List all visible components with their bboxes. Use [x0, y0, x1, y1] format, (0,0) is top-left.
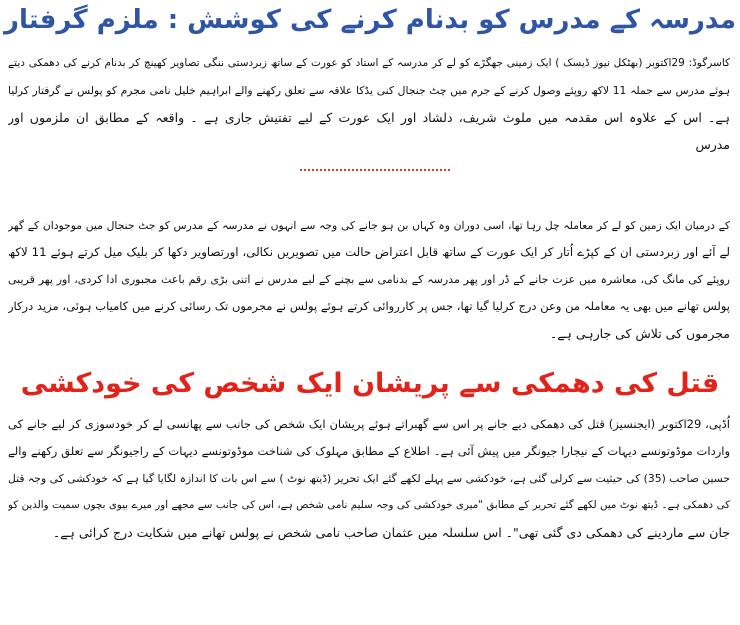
- article-2-body: [8, 212, 730, 347]
- article-3-line: واردات موڈوتونسے دیہات کے نیجارا جیونگر میں پیش آئی ہے۔ اطلاع کے مطابق مہلوک کی شناخت موڈوتونسے دیہات کے راجیونگر سے تعلق رکھنے والے: [8, 444, 730, 458]
- article-2-line: کے درمیان ایک زمین کو لے کر معاملہ چل رہا تھا، اسی دوران وہ کہاں بن ہو جانے کی وجہ سے انہوں نے مدرسہ کے مدرس کو جٹ جنجال میں موجودان کے گھر: [8, 219, 730, 232]
- article-1-line: کاسرگوڈ: 29اکتوبر (بھٹکل نیوز ڈیسک ) ایک زمینی جھگڑے کو لے کر مدرسہ کے استاد کو عورت کے ساتھ زبردستی ننگی تصاویر کھینچ کر بدنام کرنے کی دھمکی دیتے: [8, 57, 730, 69]
- article-3-line: اُڈپی، 29اکتوبر (ایجنسیز) قتل کی دھمکی دیے جانے پر اس سے گھبراتے ہوئے پریشان ایک شخص کی جانب سے پھانسی لے کر خودسوزی کر لیے جانے کی: [8, 417, 730, 431]
- article-3-line: جان سے ماردینے کی دھمکی دی گئی تھی"۔ اس سلسلہ میں عثمان صاحب نامی شخص نے پولس تھانے میں شکایت درج کرائی ہے۔: [52, 525, 730, 540]
- article-1-line: مدرس: [695, 137, 730, 152]
- article-2-line: مجرموں کی تلاش کی جارہی ہے۔: [549, 326, 730, 341]
- article-1-line: ہے۔ اس کے علاوہ اس مقدمہ میں ملوث شریف، دلشاد اور ایک عورت کے لیے تفتیش جاری ہے ۔ واقعہ کے مطابق ان ملزموں اور: [8, 110, 730, 125]
- article-1-body: [8, 50, 730, 158]
- article-3-body: [8, 411, 730, 546]
- article-3-line: حسین صاحب (35) کی حیثیت سے کرلی گئی ہے، خودکشی سے پہلے لکھے گئے ایک تحریر (ڈیتھ نوٹ ) سے اس بات کا اندازہ لگایا گیا ہے کہ خودکشی کی وجہ قتل: [8, 472, 730, 485]
- article-2-line: پولس تھانے میں بھی یہ معاملہ من وعن درج کرلیا گیا تھا، جس پر کارروائی کرتے ہوئے پولس نے مجرموں تک رسائی کرنے میں کامیاب ہوئی، مزید درکار: [8, 299, 730, 313]
- article-2-line: لے آئے اور زبردستی ان کے کپڑے اُتار کر ایک عورت کے ساتھ قابل اعتراض حالت میں تصویریں نکالی، اورتصاویر دکھا کر بلیک میل کرتے ہوئے 11 لاکھ: [8, 245, 730, 259]
- article-2-line: روپئے کی مانگ کی، معاشرہ میں عزت جانے کے ڈر اور پھر مدرسہ کے بدنامی سے بچنے کے لیے مدرس نے اتنی بڑی رقم باعث مجبوری ادا کردی، اور پھر قریبی: [8, 273, 730, 286]
- article-3-headline: قتل کی دھمکی سے پریشان ایک شخص کی خودکشی: [20, 368, 720, 399]
- dotted-divider: [300, 169, 450, 171]
- article-3-line: کی دھمکی ہے۔ ڈیتھ نوٹ میں لکھے گئے تحریر کے مطابق "میری خودکشی کی وجہ سلیم نامی شخص ہے، اس کی جانب سے مجھے اور میرے بیوی بچوں سمیت والدین کو: [8, 499, 730, 511]
- article-1-headline: مدرسہ کے مدرس کو بدنام کرنے کی کوشش : ملزم گرفتار: [4, 5, 736, 35]
- article-1-line: ہوئے مدرس سے جملہ 11 لاکھ روپئے وصول کرنے کے جرم میں چٹ جنجال کنی یڈکا علاقہ سے تعلق رکھنے والے ابراہیم خلیل نامی مجرم کو پولس نے گرفتار کرلیا: [8, 84, 730, 97]
